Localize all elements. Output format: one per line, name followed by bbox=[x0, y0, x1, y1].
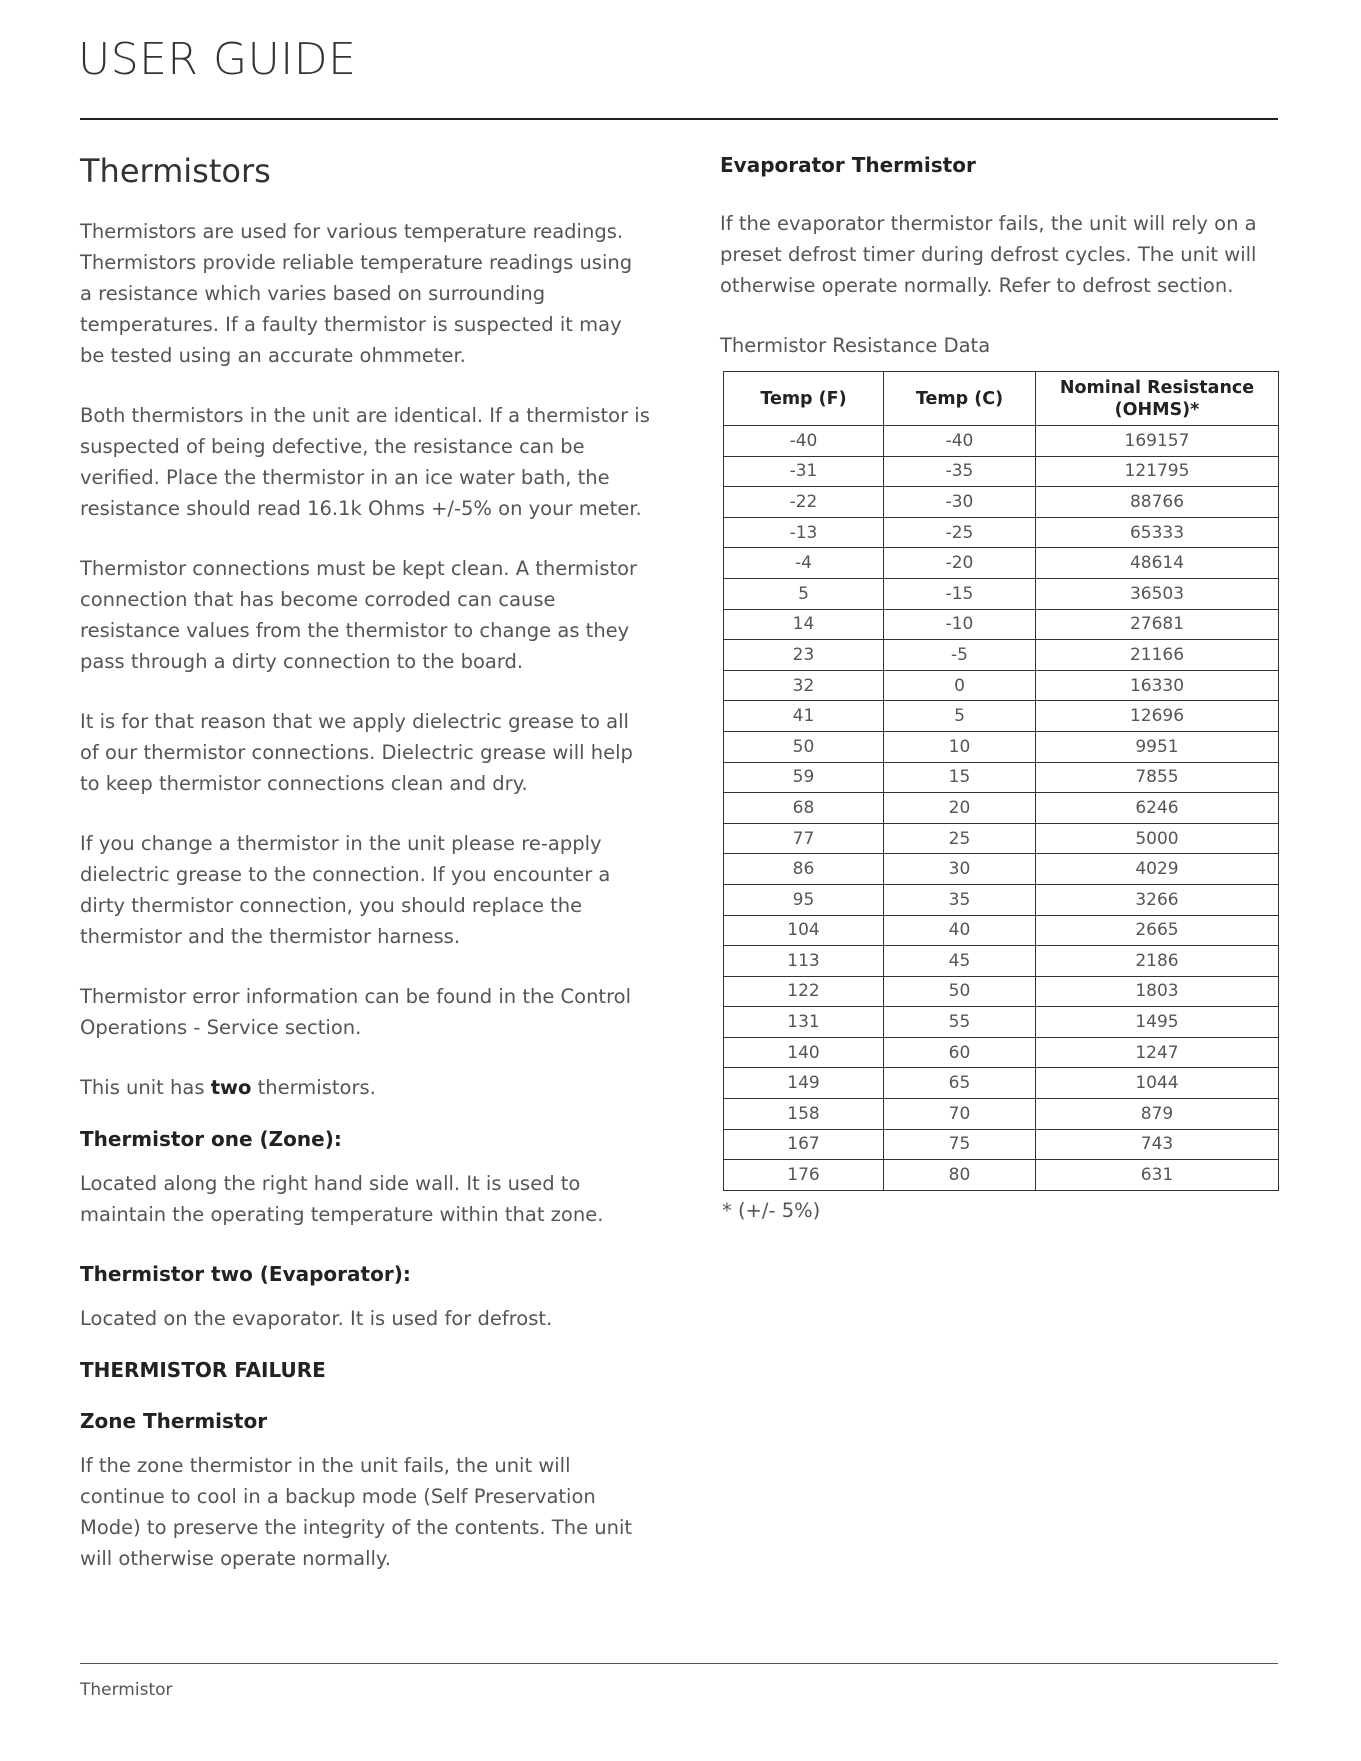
table-header-row bbox=[724, 372, 1279, 426]
cell-temp-c: 10 bbox=[884, 731, 1036, 762]
cell-temp-c: -25 bbox=[884, 517, 1036, 548]
cell-resistance: 4029 bbox=[1036, 854, 1279, 885]
cell-temp-c: 15 bbox=[884, 762, 1036, 793]
paragraph-replace: If you change a thermistor in the unit please re-apply dielectric grease to the connection. If you encounter a dirty thermistor connection, you should replace the thermistor and the thermistor harness. bbox=[80, 832, 611, 948]
cell-temp-c: 35 bbox=[884, 884, 1036, 915]
cell-resistance: 1495 bbox=[1036, 1007, 1279, 1038]
cell-resistance: 36503 bbox=[1036, 578, 1279, 609]
paragraph-grease: It is for that reason that we apply dielectric grease to all of our thermistor connections. Dielectric grease will help to keep thermistor connections clean and dry. bbox=[80, 710, 633, 795]
table-row bbox=[724, 701, 1279, 732]
table-caption: Thermistor Resistance Data bbox=[720, 334, 991, 357]
table-row bbox=[724, 1037, 1279, 1068]
cell-temp-c: -20 bbox=[884, 548, 1036, 579]
cell-resistance: 21166 bbox=[1036, 640, 1279, 671]
table-row bbox=[724, 793, 1279, 824]
cell-resistance: 88766 bbox=[1036, 487, 1279, 518]
cell-temp-f: 32 bbox=[724, 670, 884, 701]
cell-temp-c: -35 bbox=[884, 456, 1036, 487]
cell-resistance: 65333 bbox=[1036, 517, 1279, 548]
cell-resistance: 879 bbox=[1036, 1099, 1279, 1130]
cell-resistance: 743 bbox=[1036, 1129, 1279, 1160]
page-header-title: USER GUIDE bbox=[78, 34, 357, 85]
evaporator-text: Located on the evaporator. It is used for defrost. bbox=[80, 1307, 553, 1330]
cell-resistance: 1247 bbox=[1036, 1037, 1279, 1068]
cell-temp-c: -10 bbox=[884, 609, 1036, 640]
table-body bbox=[724, 426, 1279, 1191]
cell-resistance: 1044 bbox=[1036, 1068, 1279, 1099]
cell-temp-c: 20 bbox=[884, 793, 1036, 824]
cell-temp-f: 149 bbox=[724, 1068, 884, 1099]
cell-resistance: 5000 bbox=[1036, 823, 1279, 854]
cell-temp-c: -5 bbox=[884, 640, 1036, 671]
cell-temp-c: 45 bbox=[884, 946, 1036, 977]
cell-temp-f: 140 bbox=[724, 1037, 884, 1068]
cell-resistance: 121795 bbox=[1036, 456, 1279, 487]
cell-temp-c: 40 bbox=[884, 915, 1036, 946]
cell-temp-c: -30 bbox=[884, 487, 1036, 518]
paragraph-error-info: Thermistor error information can be found in the Control Operations - Service section. bbox=[80, 985, 632, 1039]
table-row bbox=[724, 1129, 1279, 1160]
cell-temp-f: 41 bbox=[724, 701, 884, 732]
resistance-table bbox=[723, 371, 1279, 1191]
header-divider bbox=[80, 118, 1278, 120]
cell-resistance: 6246 bbox=[1036, 793, 1279, 824]
table-row bbox=[724, 731, 1279, 762]
header-temp-f: Temp (F) bbox=[724, 372, 884, 426]
cell-resistance: 631 bbox=[1036, 1160, 1279, 1191]
cell-resistance: 27681 bbox=[1036, 609, 1279, 640]
cell-temp-c: 5 bbox=[884, 701, 1036, 732]
cell-temp-f: 86 bbox=[724, 854, 884, 885]
cell-temp-c: 80 bbox=[884, 1160, 1036, 1191]
table-row bbox=[724, 1068, 1279, 1099]
header-temp-c: Temp (C) bbox=[884, 372, 1036, 426]
cell-temp-c: 0 bbox=[884, 670, 1036, 701]
cell-resistance: 2186 bbox=[1036, 946, 1279, 977]
count-bold: two bbox=[210, 1076, 252, 1099]
cell-temp-f: 131 bbox=[724, 1007, 884, 1038]
cell-temp-f: 95 bbox=[724, 884, 884, 915]
cell-temp-f: 23 bbox=[724, 640, 884, 671]
cell-resistance: 169157 bbox=[1036, 426, 1279, 457]
footer-label: Thermistor bbox=[80, 1680, 173, 1700]
cell-resistance: 48614 bbox=[1036, 548, 1279, 579]
cell-temp-f: -40 bbox=[724, 426, 884, 457]
table-row bbox=[724, 456, 1279, 487]
left-column bbox=[80, 150, 650, 1603]
zone-text: Located along the right hand side wall. It is used to maintain the operating temperature within that zone. bbox=[80, 1172, 604, 1226]
cell-temp-c: 65 bbox=[884, 1068, 1036, 1099]
cell-temp-f: 104 bbox=[724, 915, 884, 946]
footer-divider bbox=[80, 1663, 1278, 1664]
failure-heading: THERMISTOR FAILURE bbox=[80, 1358, 326, 1382]
cell-temp-f: -4 bbox=[724, 548, 884, 579]
header-resistance: Nominal Resistance (OHMS)* bbox=[1036, 372, 1279, 426]
cell-temp-f: 14 bbox=[724, 609, 884, 640]
cell-temp-c: 55 bbox=[884, 1007, 1036, 1038]
table-row bbox=[724, 823, 1279, 854]
cell-temp-c: 25 bbox=[884, 823, 1036, 854]
table-row bbox=[724, 609, 1279, 640]
table-row bbox=[724, 854, 1279, 885]
table-row bbox=[724, 1160, 1279, 1191]
cell-resistance: 3266 bbox=[1036, 884, 1279, 915]
cell-temp-c: 70 bbox=[884, 1099, 1036, 1130]
cell-temp-f: -13 bbox=[724, 517, 884, 548]
cell-temp-f: 5 bbox=[724, 578, 884, 609]
table-row bbox=[724, 1007, 1279, 1038]
evaporator-failure-heading: Evaporator Thermistor bbox=[720, 153, 976, 177]
table-row bbox=[724, 426, 1279, 457]
section-title: Thermistors bbox=[80, 152, 271, 190]
cell-temp-f: -31 bbox=[724, 456, 884, 487]
table-row bbox=[724, 915, 1279, 946]
evaporator-failure-text: If the evaporator thermistor fails, the unit will rely on a preset defrost timer during defrost cycles. The unit will otherwise operate normally. Refer to defrost section. bbox=[720, 212, 1257, 297]
cell-temp-f: 77 bbox=[724, 823, 884, 854]
paragraph-intro: Thermistors are used for various temperature readings. Thermistors provide reliable temperature readings using a resistance which varies based on surrounding temperatures. If a faulty thermistor is suspected it may be tested using an accurate ohmmeter. bbox=[80, 220, 633, 367]
table-row bbox=[724, 1099, 1279, 1130]
cell-resistance: 16330 bbox=[1036, 670, 1279, 701]
cell-temp-f: 158 bbox=[724, 1099, 884, 1130]
cell-resistance: 2665 bbox=[1036, 915, 1279, 946]
cell-temp-f: 167 bbox=[724, 1129, 884, 1160]
cell-resistance: 7855 bbox=[1036, 762, 1279, 793]
table-row bbox=[724, 487, 1279, 518]
table-row bbox=[724, 517, 1279, 548]
cell-temp-f: 50 bbox=[724, 731, 884, 762]
cell-temp-c: 30 bbox=[884, 854, 1036, 885]
table-row bbox=[724, 762, 1279, 793]
cell-temp-c: -40 bbox=[884, 426, 1036, 457]
cell-temp-f: 68 bbox=[724, 793, 884, 824]
zone-failure-heading: Zone Thermistor bbox=[80, 1409, 268, 1433]
cell-temp-f: 122 bbox=[724, 976, 884, 1007]
paragraph-count bbox=[80, 1072, 650, 1103]
table-row bbox=[724, 976, 1279, 1007]
cell-temp-c: 60 bbox=[884, 1037, 1036, 1068]
evaporator-heading: Thermistor two (Evaporator): bbox=[80, 1262, 411, 1286]
cell-resistance: 1803 bbox=[1036, 976, 1279, 1007]
table-row bbox=[724, 946, 1279, 977]
cell-temp-c: -15 bbox=[884, 578, 1036, 609]
cell-temp-f: 59 bbox=[724, 762, 884, 793]
cell-temp-c: 75 bbox=[884, 1129, 1036, 1160]
table-row bbox=[724, 578, 1279, 609]
zone-heading: Thermistor one (Zone): bbox=[80, 1127, 342, 1151]
table-row bbox=[724, 670, 1279, 701]
cell-temp-f: 113 bbox=[724, 946, 884, 977]
cell-temp-f: -22 bbox=[724, 487, 884, 518]
count-post: thermistors. bbox=[251, 1076, 376, 1099]
paragraph-connections: Thermistor connections must be kept clean. A thermistor connection that has become corroded can cause resistance values from the thermistor to change as they pass through a dirty connection to the board. bbox=[80, 557, 638, 673]
right-column bbox=[720, 150, 1280, 1222]
paragraph-identical: Both thermistors in the unit are identical. If a thermistor is suspected of being defective, the resistance can be verified. Place the thermistor in an ice water bath, the resistance should read 16.1k Ohms +/-5% on your meter. bbox=[80, 404, 650, 520]
cell-resistance: 12696 bbox=[1036, 701, 1279, 732]
cell-temp-c: 50 bbox=[884, 976, 1036, 1007]
table-row bbox=[724, 640, 1279, 671]
table-row bbox=[724, 548, 1279, 579]
table-row bbox=[724, 884, 1279, 915]
table-footnote: * (+/- 5%) bbox=[722, 1198, 821, 1222]
count-pre: This unit has bbox=[80, 1076, 211, 1099]
cell-resistance: 9951 bbox=[1036, 731, 1279, 762]
zone-failure-text: If the zone thermistor in the unit fails, the unit will continue to cool in a backup mode (Self Preservation Mode) to preserve the integrity of the contents. The unit will otherwise operate normally. bbox=[80, 1454, 633, 1570]
cell-temp-f: 176 bbox=[724, 1160, 884, 1191]
